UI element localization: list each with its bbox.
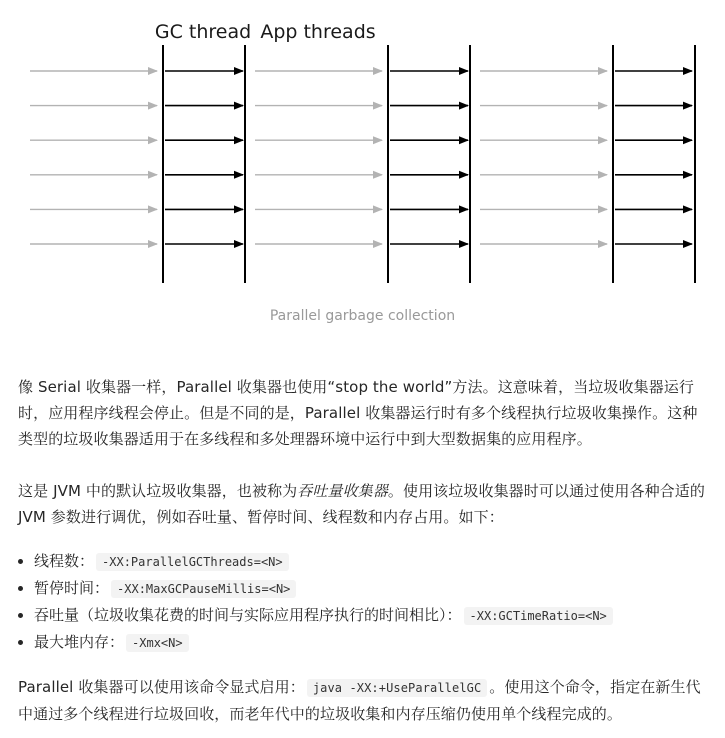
enable-command-text-rest: 。使用这个命令，指定在新生代中通过多个线程进行垃圾回收，而老年代中的垃圾收集和内存压缩仍使用单个线程完成的。 — [18, 678, 701, 723]
tuning-options-list — [18, 548, 708, 656]
list-item-code: -XX:GCTimeRatio=<N> — [464, 607, 613, 625]
diagram-canvas — [0, 0, 725, 300]
enable-command-text: Parallel 收集器可以使用该命令显式启用： — [18, 678, 305, 696]
list-item-throughput — [18, 602, 708, 629]
parallel-gc-diagram — [0, 0, 725, 340]
list-item-pause-time — [18, 575, 708, 602]
paragraph-default-collector — [18, 478, 708, 530]
default-collector-text: 这是 JVM 中的默认垃圾收集器，也被称为 — [18, 482, 298, 500]
article-body — [18, 374, 708, 727]
enable-command-code: java -XX:+UseParallelGC — [307, 679, 487, 697]
list-item-label: 吞吐量（垃圾收集花费的时间与实际应用程序执行的时间相比）： — [34, 606, 462, 624]
list-item-code: -XX:ParallelGCThreads=<N> — [96, 553, 289, 571]
paragraph-intro: 像 Serial 收集器一样，Parallel 收集器也使用“stop the world”方法。这意味着，当垃圾收集器运行时，应用程序线程会停止。但是不同的是，Parallel 收集器运行时有多个线程执行垃圾收集操作。这种类型的垃圾收集器适用于在多线程和多处理器环境中运行中到大型数据集的应用程序。 — [18, 378, 698, 448]
list-item-label: 最大堆内存： — [34, 633, 125, 651]
list-item-code: -XX:MaxGCPauseMillis=<N> — [111, 580, 296, 598]
list-item-max-heap — [18, 629, 708, 656]
paragraph-enable-command — [18, 674, 708, 727]
default-collector-text-rest: 。使用该垃圾收集器时可以通过使用各种合适的 JVM 参数进行调优，例如吞吐量、暂停时间、线程数和内存占用。如下： — [18, 482, 705, 526]
list-item-label: 暂停时间： — [34, 579, 110, 597]
list-item-code: -Xmx<N> — [126, 634, 189, 652]
list-item-label: 线程数： — [34, 552, 95, 570]
app-threads-label: App threads — [260, 21, 376, 43]
list-item-threads — [18, 548, 708, 575]
gc-thread-label: GC thread — [154, 21, 252, 43]
figure-caption: Parallel garbage collection — [269, 308, 456, 324]
throughput-collector-term: 吞吐量收集器 — [297, 482, 388, 500]
